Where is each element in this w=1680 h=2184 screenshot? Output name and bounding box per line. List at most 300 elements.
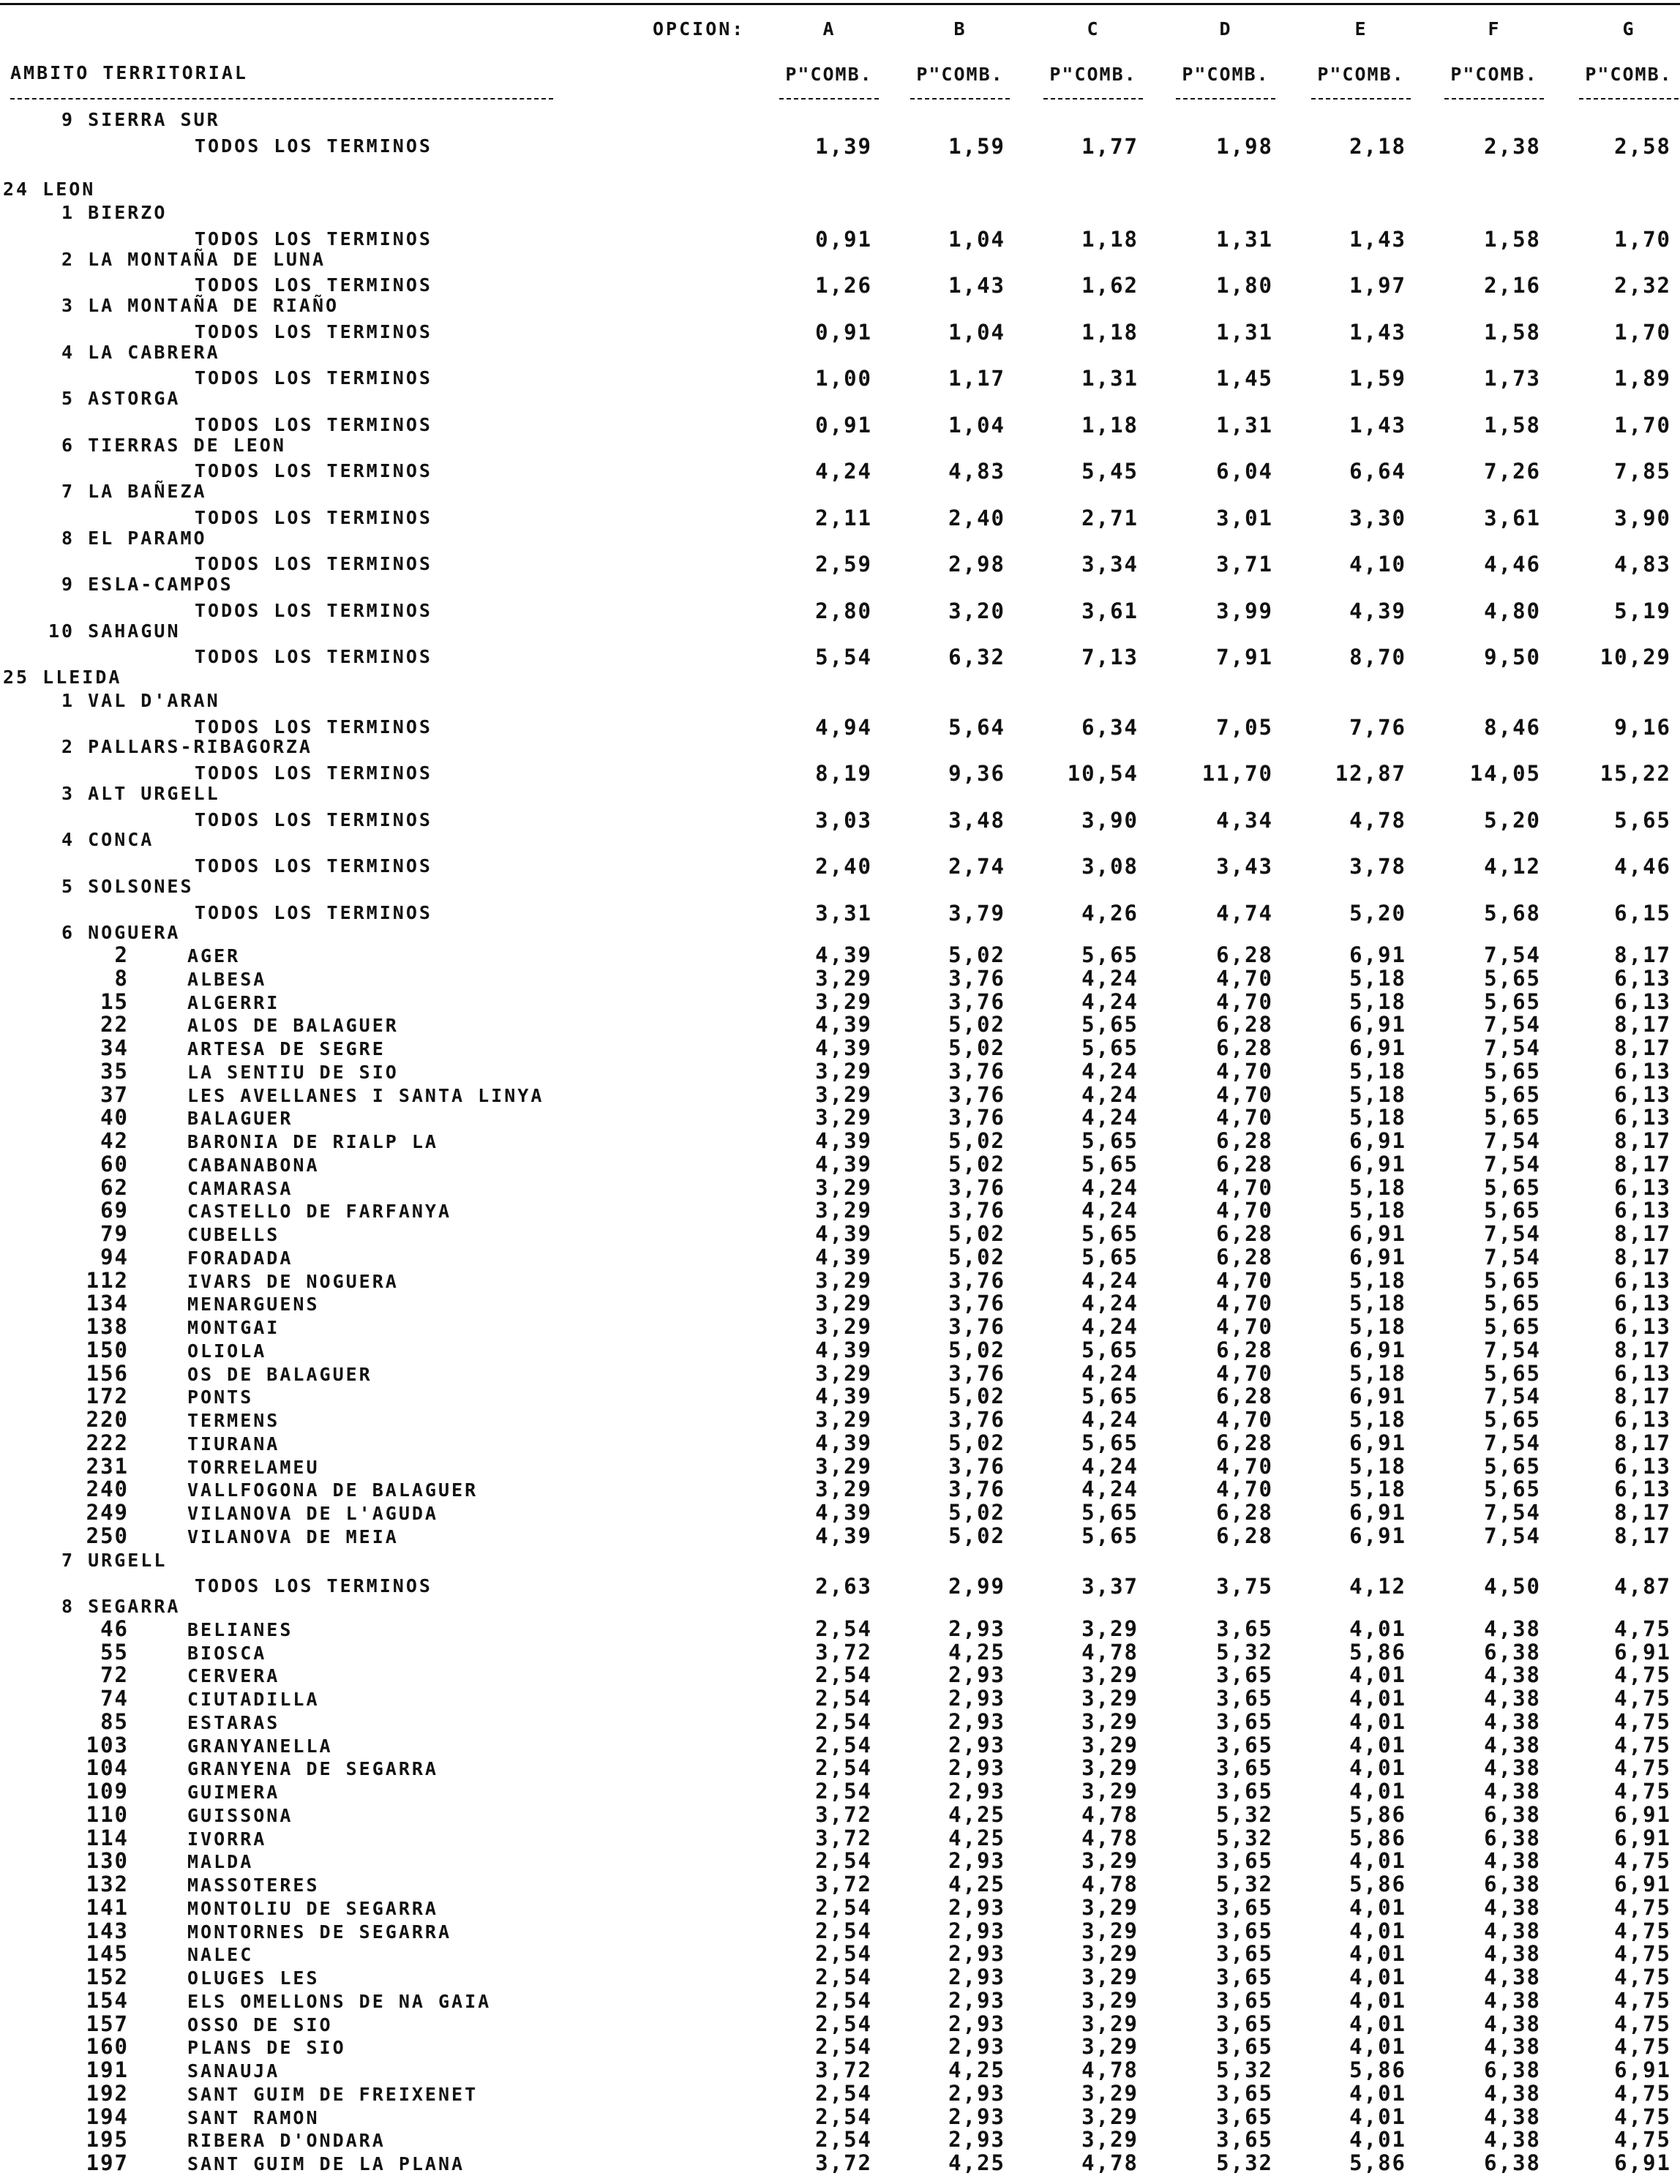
value-a: 2,54: [815, 1895, 872, 1920]
value-g: 6,13: [1614, 989, 1671, 1014]
value-c: 2,71: [1081, 506, 1139, 530]
municipality-code: 172: [86, 1384, 129, 1408]
value-e: 5,18: [1349, 1268, 1406, 1293]
value-d: 3,43: [1216, 854, 1273, 879]
value-e: 1,43: [1349, 227, 1406, 252]
value-f: 5,65: [1484, 1059, 1541, 1084]
value-b: 4,25: [948, 2057, 1005, 2082]
value-g: 4,75: [1614, 1616, 1671, 1641]
value-b: 2,93: [948, 1988, 1005, 2013]
value-a: 3,29: [815, 989, 872, 1014]
value-e: 6,91: [1349, 1523, 1406, 1548]
municipality-name: ALGERRI: [187, 992, 280, 1013]
municipality-name: TODOS LOS TERMINOS: [195, 228, 432, 249]
value-d: 4,70: [1216, 1314, 1273, 1339]
column-underline-b: [910, 98, 1010, 100]
value-a: 2,54: [815, 1733, 872, 1757]
value-d: 6,28: [1216, 1430, 1273, 1455]
value-d: 5,32: [1216, 1872, 1273, 1896]
value-f: 4,38: [1484, 2081, 1541, 2106]
value-d: 4,70: [1216, 1407, 1273, 1432]
value-a: 4,39: [815, 1523, 872, 1548]
value-a: 1,39: [815, 134, 872, 159]
value-a: 4,39: [815, 1221, 872, 1246]
value-e: 4,01: [1349, 1755, 1406, 1780]
value-a: 2,54: [815, 2081, 872, 2106]
value-e: 6,91: [1349, 1430, 1406, 1455]
value-g: 4,75: [1614, 1965, 1671, 1989]
value-g: 8,17: [1614, 1035, 1671, 1060]
value-g: 4,75: [1614, 1779, 1671, 1804]
value-b: 2,93: [948, 2034, 1005, 2059]
value-c: 4,24: [1081, 989, 1139, 1014]
value-g: 8,17: [1614, 1128, 1671, 1153]
value-d: 3,65: [1216, 2011, 1273, 2036]
value-b: 5,02: [948, 1337, 1005, 1362]
value-e: 4,01: [1349, 1918, 1406, 1943]
value-c: 4,24: [1081, 966, 1139, 991]
value-f: 7,54: [1484, 1430, 1541, 1455]
municipality-code: 152: [86, 1965, 129, 1989]
municipality-code: 110: [86, 1802, 129, 1827]
value-a: 4,39: [815, 1384, 872, 1408]
municipality-code: 104: [86, 1755, 129, 1780]
value-f: 1,58: [1484, 227, 1541, 252]
municipality-code: 197: [86, 2150, 129, 2175]
value-d: 1,31: [1216, 413, 1273, 438]
value-d: 3,65: [1216, 1918, 1273, 1943]
value-a: 2,54: [815, 1755, 872, 1780]
value-b: 3,76: [948, 966, 1005, 991]
option-letter-g: G: [1622, 18, 1635, 40]
value-g: 8,17: [1614, 1221, 1671, 1246]
value-c: 3,29: [1081, 2127, 1139, 2152]
value-a: 2,59: [815, 552, 872, 577]
value-a: 3,29: [815, 1175, 872, 1200]
value-b: 2,93: [948, 1779, 1005, 1804]
municipality-name: TODOS LOS TERMINOS: [195, 762, 432, 784]
value-f: 5,65: [1484, 1198, 1541, 1223]
value-b: 5,02: [948, 1012, 1005, 1037]
municipality-name: MASSOTERES: [187, 1875, 320, 1896]
column-underline-e: [1311, 98, 1411, 100]
value-d: 3,99: [1216, 598, 1273, 623]
value-g: 6,91: [1614, 1825, 1671, 1850]
comarca-name: 2 LA MONTAÑA DE LUNA: [61, 249, 326, 270]
municipality-code: 94: [100, 1245, 129, 1269]
value-e: 5,18: [1349, 1407, 1406, 1432]
value-a: 3,29: [815, 1454, 872, 1479]
value-g: 7,85: [1614, 459, 1671, 484]
municipality-name: GUIMERA: [187, 1782, 280, 1803]
value-g: 4,75: [1614, 1733, 1671, 1757]
value-g: 4,75: [1614, 2127, 1671, 2152]
value-b: 2,74: [948, 854, 1005, 879]
value-c: 5,65: [1081, 942, 1139, 967]
value-a: 3,72: [815, 1825, 872, 1850]
value-e: 5,18: [1349, 1175, 1406, 1200]
value-f: 4,38: [1484, 1779, 1541, 1804]
municipality-code: 37: [100, 1082, 129, 1107]
value-d: 1,31: [1216, 320, 1273, 345]
municipality-code: 195: [86, 2127, 129, 2152]
municipality-name: CAMARASA: [187, 1178, 293, 1199]
municipality-name: BIOSCA: [187, 1643, 267, 1664]
value-a: 4,39: [815, 1152, 872, 1177]
value-f: 5,65: [1484, 1291, 1541, 1316]
value-g: 4,75: [1614, 1918, 1671, 1943]
column-underline-g: [1579, 98, 1679, 100]
municipality-name: MENARGUENS: [187, 1294, 320, 1315]
value-b: 3,76: [948, 1198, 1005, 1223]
value-a: 2,54: [815, 1941, 872, 1966]
municipality-code: 8: [114, 966, 129, 991]
comarca-name: 5 SOLSONES: [61, 876, 194, 897]
municipality-name: LA SENTIU DE SIO: [187, 1062, 399, 1083]
value-g: 4,75: [1614, 1662, 1671, 1687]
municipality-name: NALEC: [187, 1944, 254, 1965]
value-e: 4,12: [1349, 1574, 1406, 1599]
value-g: 4,75: [1614, 1941, 1671, 1966]
value-b: 4,83: [948, 459, 1005, 484]
value-b: 1,43: [948, 273, 1005, 298]
municipality-name: BALAGUER: [187, 1108, 293, 1129]
value-e: 5,18: [1349, 1476, 1406, 1501]
value-a: 4,39: [815, 1500, 872, 1525]
value-b: 1,04: [948, 227, 1005, 252]
value-a: 0,91: [815, 227, 872, 252]
value-d: 4,70: [1216, 1082, 1273, 1107]
value-b: 4,25: [948, 2150, 1005, 2175]
value-c: 1,62: [1081, 273, 1139, 298]
value-f: 4,38: [1484, 1918, 1541, 1943]
value-e: 5,18: [1349, 1361, 1406, 1386]
value-e: 6,91: [1349, 1035, 1406, 1060]
municipality-name: VILANOVA DE L'AGUDA: [187, 1503, 438, 1524]
value-f: 5,65: [1484, 1082, 1541, 1107]
value-g: 8,17: [1614, 1384, 1671, 1408]
value-b: 3,76: [948, 1082, 1005, 1107]
value-d: 3,65: [1216, 2034, 1273, 2059]
value-b: 3,76: [948, 989, 1005, 1014]
value-g: 3,90: [1614, 506, 1671, 530]
value-c: 1,18: [1081, 320, 1139, 345]
municipality-code: 62: [100, 1175, 129, 1200]
value-b: 5,02: [948, 1221, 1005, 1246]
value-e: 5,18: [1349, 1105, 1406, 1130]
value-f: 1,58: [1484, 320, 1541, 345]
value-a: 3,72: [815, 2150, 872, 2175]
value-a: 2,54: [815, 2011, 872, 2036]
value-b: 5,02: [948, 1245, 1005, 1269]
value-f: 4,38: [1484, 1755, 1541, 1780]
value-d: 4,74: [1216, 901, 1273, 926]
value-g: 5,19: [1614, 598, 1671, 623]
value-c: 7,13: [1081, 645, 1139, 669]
value-d: 3,65: [1216, 1965, 1273, 1989]
value-a: 1,26: [815, 273, 872, 298]
municipality-name: SANT GUIM DE FREIXENET: [187, 2084, 479, 2105]
column-label-g: P"COMB.: [1585, 64, 1673, 85]
value-c: 5,45: [1081, 459, 1139, 484]
value-c: 5,65: [1081, 1035, 1139, 1060]
value-d: 7,05: [1216, 715, 1273, 740]
municipality-code: 79: [100, 1221, 129, 1246]
value-e: 4,01: [1349, 1686, 1406, 1711]
value-c: 4,78: [1081, 1872, 1139, 1896]
comarca-name: 3 LA MONTAÑA DE RIAÑO: [61, 295, 340, 316]
value-e: 6,91: [1349, 1245, 1406, 1269]
value-f: 14,05: [1469, 761, 1541, 786]
value-e: 5,86: [1349, 2057, 1406, 2082]
value-c: 1,31: [1081, 366, 1139, 391]
municipality-code: 249: [86, 1500, 129, 1525]
value-a: 2,54: [815, 1918, 872, 1943]
value-b: 5,02: [948, 1430, 1005, 1455]
value-b: 5,02: [948, 942, 1005, 967]
value-b: 3,76: [948, 1314, 1005, 1339]
value-c: 3,29: [1081, 1988, 1139, 2013]
province-name: 24 LEON: [3, 179, 96, 200]
value-a: 2,54: [815, 1779, 872, 1804]
municipality-code: 192: [86, 2081, 129, 2106]
value-g: 4,75: [1614, 2011, 1671, 2036]
value-b: 1,04: [948, 413, 1005, 438]
value-c: 3,34: [1081, 552, 1139, 577]
option-letter-c: C: [1087, 18, 1100, 40]
column-label-f: P"COMB.: [1450, 64, 1538, 85]
value-f: 4,38: [1484, 2011, 1541, 2036]
value-f: 7,54: [1484, 1035, 1541, 1060]
value-g: 6,13: [1614, 1105, 1671, 1130]
value-g: 6,91: [1614, 1640, 1671, 1665]
value-f: 4,38: [1484, 1616, 1541, 1641]
municipality-name: IVARS DE NOGUERA: [187, 1271, 399, 1292]
value-e: 5,18: [1349, 966, 1406, 991]
value-g: 4,83: [1614, 552, 1671, 577]
municipality-name: GUISSONA: [187, 1805, 293, 1826]
value-g: 6,91: [1614, 1872, 1671, 1896]
value-a: 3,29: [815, 1361, 872, 1386]
value-g: 4,75: [1614, 1848, 1671, 1873]
province-name: 25 LLEIDA: [3, 667, 122, 688]
value-f: 5,65: [1484, 989, 1541, 1014]
value-c: 4,26: [1081, 901, 1139, 926]
value-b: 5,64: [948, 715, 1005, 740]
value-b: 2,93: [948, 1755, 1005, 1780]
municipality-name: AGER: [187, 945, 241, 967]
municipality-code: 69: [100, 1198, 129, 1223]
municipality-code: 103: [86, 1733, 129, 1757]
value-b: 3,76: [948, 1059, 1005, 1084]
value-e: 5,86: [1349, 1872, 1406, 1896]
value-a: 3,72: [815, 1872, 872, 1896]
municipality-name: MALDA: [187, 1851, 254, 1872]
value-b: 2,93: [948, 2104, 1005, 2129]
value-g: 8,17: [1614, 1430, 1671, 1455]
value-c: 4,24: [1081, 1059, 1139, 1084]
value-f: 7,54: [1484, 1384, 1541, 1408]
value-e: 4,01: [1349, 2081, 1406, 2106]
value-c: 1,18: [1081, 227, 1139, 252]
value-g: 2,58: [1614, 134, 1671, 159]
value-c: 3,29: [1081, 1686, 1139, 1711]
value-d: 3,65: [1216, 1733, 1273, 1757]
value-b: 5,02: [948, 1152, 1005, 1177]
value-a: 2,54: [815, 1709, 872, 1734]
value-a: 2,54: [815, 1988, 872, 2013]
municipality-name: CERVERA: [187, 1665, 280, 1686]
municipality-code: 34: [100, 1035, 129, 1060]
value-c: 3,61: [1081, 598, 1139, 623]
value-b: 2,93: [948, 1616, 1005, 1641]
value-c: 4,24: [1081, 1407, 1139, 1432]
value-d: 3,65: [1216, 2081, 1273, 2106]
value-e: 4,01: [1349, 1779, 1406, 1804]
value-e: 3,78: [1349, 854, 1406, 879]
value-g: 6,15: [1614, 901, 1671, 926]
value-b: 3,76: [948, 1454, 1005, 1479]
municipality-code: 240: [86, 1476, 129, 1501]
value-c: 3,29: [1081, 2034, 1139, 2059]
value-c: 3,37: [1081, 1574, 1139, 1599]
value-c: 3,29: [1081, 1755, 1139, 1780]
value-d: 4,70: [1216, 1476, 1273, 1501]
value-c: 3,29: [1081, 2081, 1139, 2106]
municipality-name: CABANABONA: [187, 1155, 320, 1176]
value-b: 3,76: [948, 1175, 1005, 1200]
value-b: 3,20: [948, 598, 1005, 623]
value-e: 6,91: [1349, 1152, 1406, 1177]
value-e: 1,97: [1349, 273, 1406, 298]
value-b: 1,04: [948, 320, 1005, 345]
comarca-name: 8 SEGARRA: [61, 1596, 181, 1617]
comarca-name: 6 NOGUERA: [61, 922, 181, 943]
municipality-name: TERMENS: [187, 1410, 280, 1431]
value-d: 3,01: [1216, 506, 1273, 530]
value-f: 6,38: [1484, 1825, 1541, 1850]
municipality-name: TODOS LOS TERMINOS: [195, 809, 432, 830]
value-c: 3,29: [1081, 1965, 1139, 1989]
value-a: 2,54: [815, 2034, 872, 2059]
value-f: 5,65: [1484, 1361, 1541, 1386]
value-f: 5,65: [1484, 966, 1541, 991]
municipality-name: MONTORNES DE SEGARRA: [187, 1921, 452, 1943]
value-g: 6,13: [1614, 1082, 1671, 1107]
value-c: 3,29: [1081, 1895, 1139, 1920]
value-d: 4,70: [1216, 1291, 1273, 1316]
municipality-name: SANT RAMON: [187, 2107, 320, 2128]
value-f: 4,38: [1484, 1848, 1541, 1873]
value-d: 6,28: [1216, 1221, 1273, 1246]
value-d: 1,31: [1216, 227, 1273, 252]
municipality-code: 130: [86, 1848, 129, 1873]
value-a: 4,24: [815, 459, 872, 484]
municipality-code: 141: [86, 1895, 129, 1920]
value-b: 2,98: [948, 552, 1005, 577]
value-a: 2,11: [815, 506, 872, 530]
value-d: 3,65: [1216, 1755, 1273, 1780]
municipality-code: 55: [100, 1640, 129, 1665]
municipality-name: TORRELAMEU: [187, 1457, 320, 1478]
value-g: 8,17: [1614, 1500, 1671, 1525]
municipality-name: TODOS LOS TERMINOS: [195, 274, 432, 296]
value-c: 10,54: [1067, 761, 1139, 786]
value-a: 1,00: [815, 366, 872, 391]
value-a: 2,54: [815, 1965, 872, 1989]
municipality-code: 138: [86, 1314, 129, 1339]
value-g: 4,75: [1614, 2034, 1671, 2059]
value-g: 9,16: [1614, 715, 1671, 740]
value-c: 5,65: [1081, 1384, 1139, 1408]
value-f: 7,54: [1484, 1012, 1541, 1037]
value-c: 4,24: [1081, 1291, 1139, 1316]
value-a: 3,29: [815, 1105, 872, 1130]
value-b: 3,76: [948, 1268, 1005, 1293]
value-f: 4,80: [1484, 598, 1541, 623]
value-d: 4,70: [1216, 1268, 1273, 1293]
municipality-name: ALBESA: [187, 969, 267, 990]
opcion-label: OPCION:: [653, 18, 746, 40]
value-c: 4,78: [1081, 1825, 1139, 1850]
value-g: 5,65: [1614, 808, 1671, 833]
value-c: 6,34: [1081, 715, 1139, 740]
comarca-name: 3 ALT URGELL: [61, 783, 220, 804]
value-d: 5,32: [1216, 1825, 1273, 1850]
municipality-name: ARTESA DE SEGRE: [187, 1038, 386, 1059]
municipality-name: PLANS DE SIO: [187, 2037, 346, 2058]
value-a: 3,72: [815, 2057, 872, 2082]
value-a: 3,29: [815, 1082, 872, 1107]
municipality-name: ALOS DE BALAGUER: [187, 1015, 399, 1036]
column-label-d: P"COMB.: [1182, 64, 1270, 85]
value-e: 1,59: [1349, 366, 1406, 391]
value-g: 8,17: [1614, 1152, 1671, 1177]
value-e: 4,01: [1349, 1965, 1406, 1989]
comarca-name: 4 CONCA: [61, 829, 154, 850]
value-e: 5,18: [1349, 1314, 1406, 1339]
value-c: 3,29: [1081, 1616, 1139, 1641]
column-label-a: P"COMB.: [785, 64, 873, 85]
value-g: 15,22: [1600, 761, 1671, 786]
value-a: 4,39: [815, 1245, 872, 1269]
value-a: 4,39: [815, 1035, 872, 1060]
value-f: 5,65: [1484, 1105, 1541, 1130]
value-d: 6,28: [1216, 942, 1273, 967]
option-letter-d: D: [1219, 18, 1232, 40]
value-d: 4,70: [1216, 1198, 1273, 1223]
option-letter-e: E: [1354, 18, 1368, 40]
value-f: 5,65: [1484, 1476, 1541, 1501]
value-d: 4,34: [1216, 808, 1273, 833]
value-b: 2,93: [948, 2081, 1005, 2106]
value-c: 5,65: [1081, 1500, 1139, 1525]
value-b: 2,93: [948, 1895, 1005, 1920]
municipality-name: LES AVELLANES I SANTA LINYA: [187, 1085, 544, 1106]
column-label-b: P"COMB.: [916, 64, 1004, 85]
value-f: 5,65: [1484, 1175, 1541, 1200]
value-f: 7,26: [1484, 459, 1541, 484]
value-c: 5,65: [1081, 1012, 1139, 1037]
value-c: 4,78: [1081, 2150, 1139, 2175]
value-d: 5,32: [1216, 2150, 1273, 2175]
value-a: 0,91: [815, 413, 872, 438]
value-a: 4,39: [815, 1012, 872, 1037]
municipality-code: 109: [86, 1779, 129, 1804]
municipality-name: FORADADA: [187, 1247, 293, 1269]
value-e: 5,18: [1349, 1454, 1406, 1479]
value-e: 4,78: [1349, 808, 1406, 833]
